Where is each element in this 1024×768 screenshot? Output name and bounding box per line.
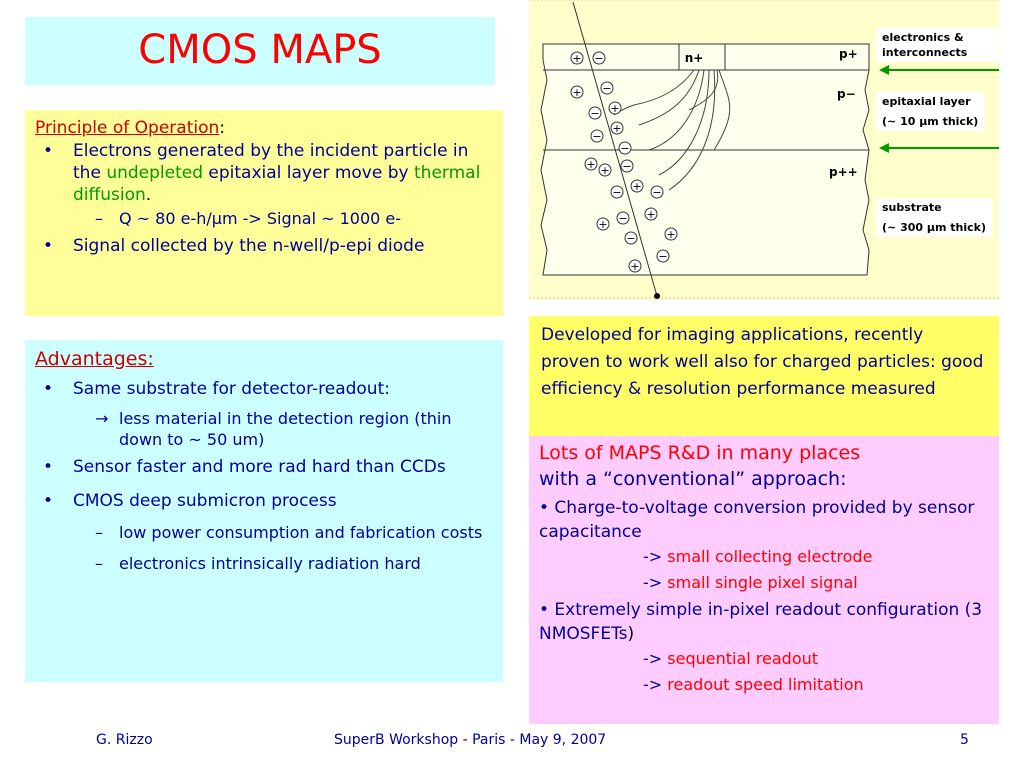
principle-bullet-2: • Signal collected by the n-well/p-epi diode: [43, 236, 425, 256]
p-plusplus-label: p++: [829, 165, 858, 179]
developed-text: Developed for imaging applications, recently proven to work well also for charged particles: good efficiency & resolution performance measured: [541, 325, 984, 399]
svg-text:−: −: [592, 130, 602, 143]
p-plus-label: p+: [839, 47, 858, 61]
advantages-heading: Advantages:: [35, 348, 154, 370]
svg-text:−: −: [626, 232, 636, 245]
svg-text:−: −: [594, 52, 604, 65]
svg-text:−: −: [612, 186, 622, 199]
svg-text:+: +: [630, 260, 640, 273]
rnd-point-1: • Charge-to-voltage conversion provided by sensor capacitance: [539, 498, 975, 542]
advantages-bullet-1: • Same substrate for detector-readout:: [43, 379, 390, 399]
svg-text:+: +: [646, 208, 656, 221]
svg-text:+: +: [586, 158, 596, 171]
svg-text:−: −: [620, 142, 630, 155]
principle-heading: Principle of Operation: [35, 118, 220, 138]
rnd-heading-red: Lots of MAPS R&D in many places: [539, 442, 861, 464]
advantages-sub-1: → less material in the detection region (thin down to ~ 50 um): [95, 409, 452, 449]
svg-text:−: −: [602, 82, 612, 95]
developed-box: [529, 316, 999, 436]
rnd-arrow-4: -> readout speed limitation: [643, 675, 864, 694]
label-substrate: substrate (~ 300 μm thick): [876, 198, 992, 237]
rnd-point-2: • Extremely simple in-pixel readout configuration (3 NMOSFETs): [539, 600, 983, 644]
n-plus-label: n+: [684, 51, 704, 65]
advantages-box: [25, 340, 503, 682]
p-minus-label: p−: [837, 87, 856, 101]
svg-text:−: −: [618, 212, 628, 225]
rnd-arrow-1: -> small collecting electrode: [643, 547, 873, 566]
footer-author: G. Rizzo: [96, 732, 153, 748]
svg-text:+: +: [572, 86, 582, 99]
svg-text:+: +: [572, 52, 582, 65]
svg-text:+: +: [598, 218, 608, 231]
footer: [0, 732, 1024, 752]
label-electronics: electronics & interconnects: [876, 28, 998, 62]
rnd-heading-blue: with a “conventional” approach:: [539, 468, 847, 490]
bullet-marker: •: [43, 141, 54, 161]
rnd-arrow-3: -> sequential readout: [643, 649, 819, 668]
principle-bullet-1: • Electrons generated by the incident particle in the undepleted epitaxial layer move by thermal diffusion.: [43, 141, 481, 205]
advantages-bullet-2: • Sensor faster and more rad hard than CCDs: [43, 457, 446, 477]
advantages-sub-3: – electronics intrinsically radiation hard: [95, 554, 421, 573]
advantages-bullet-3: • CMOS deep submicron process: [43, 491, 337, 511]
principle-box: [25, 110, 503, 316]
svg-text:+: +: [666, 228, 676, 241]
svg-text:−: −: [590, 107, 600, 120]
svg-text:−: −: [622, 160, 632, 173]
footer-event: SuperB Workshop - Paris - May 9, 2007: [334, 732, 607, 748]
advantages-sub-2: – low power consumption and fabrication costs: [95, 523, 483, 542]
footer-page-number: 5: [960, 732, 969, 748]
svg-text:+: +: [600, 164, 610, 177]
slide-title: CMOS MAPS: [138, 27, 382, 73]
label-epitaxial: epitaxial layer (~ 10 μm thick): [876, 92, 984, 131]
rnd-box: [529, 436, 999, 724]
principle-sub-1: – Q ~ 80 e-h/μm -> Signal ~ 1000 e-: [95, 209, 402, 228]
svg-text:+: +: [610, 102, 620, 115]
svg-text:−: −: [658, 250, 668, 263]
title-box: [25, 17, 495, 85]
track-end-dot: [654, 293, 660, 299]
svg-text:−: −: [652, 186, 662, 199]
rnd-arrow-2: -> small single pixel signal: [643, 573, 858, 592]
principle-colon: :: [219, 118, 226, 138]
svg-text:+: +: [632, 180, 642, 193]
svg-text:+: +: [612, 122, 622, 135]
